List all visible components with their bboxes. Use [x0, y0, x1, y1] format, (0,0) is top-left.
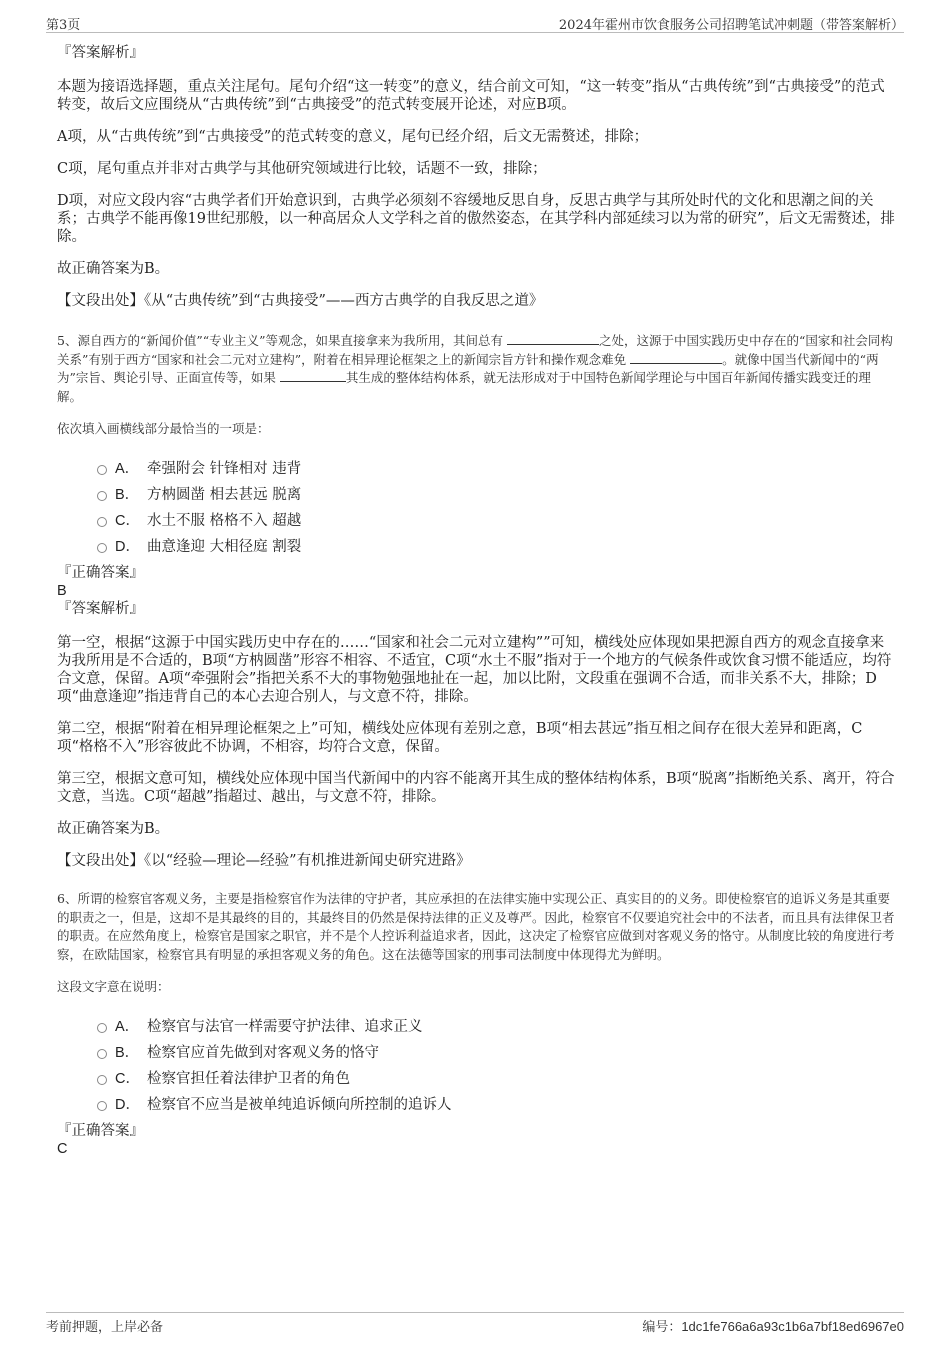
radio-icon[interactable] [97, 543, 107, 553]
document-body [57, 44, 895, 1158]
page-footer [46, 1312, 904, 1335]
document-title: 2024年霍州市饮食服务公司招聘笔试冲刺题（带答案解析） [558, 18, 904, 33]
blank-1 [507, 332, 599, 345]
option-text: 方枘圆凿 相去甚远 脱离 [147, 486, 302, 503]
option-text: 牵强附会 针锋相对 违背 [147, 460, 302, 477]
radio-icon[interactable] [97, 491, 107, 501]
correct-answer: C [57, 1141, 68, 1157]
radio-icon[interactable] [97, 1023, 107, 1033]
option-a[interactable]: A． 牵强附会 针锋相对 违背 [97, 454, 895, 480]
option-text: 检察官应首先做到对客观义务的恪守 [147, 1044, 379, 1061]
radio-icon[interactable] [97, 1075, 107, 1085]
correct-answer-label: 『正确答案』 [57, 565, 144, 581]
option-text: 曲意逢迎 大相径庭 割裂 [147, 538, 302, 555]
option-b[interactable]: B． 检察官应首先做到对客观义务的恪守 [97, 1038, 895, 1064]
analysis-label: 『答案解析』 [57, 601, 144, 617]
conclusion: 故正确答案为B。 [57, 261, 170, 277]
analysis-paragraph: 第一空，根据“这源于中国实践历史中存在的……“国家和社会二元对立建构””可知，横线处应体现如果把源自西方的观念直接拿来为我所用是不合适的，B项“方枘圆凿”形容不相容、不适宜，C项“水土不服”指对于一个地方的气候条件或饮食习惯不能适应，均符合文意，保留。A项“牵强附会”指把关系不大的事物勉强地扯在一起，加以比附，文段重在强调不合适，而非关系不大，排除；D项“曲意逢迎”指违背自己的本心去迎合别人，与文意不符，排除。 [57, 635, 892, 705]
radio-icon[interactable] [97, 1049, 107, 1059]
option-text: 检察官与法官一样需要守护法律、追求正义 [147, 1018, 423, 1035]
radio-icon[interactable] [97, 517, 107, 527]
analysis-paragraph: C项，尾句重点并非对古典学与其他研究领域进行比较，话题不一致，排除； [57, 161, 547, 177]
source-citation: 【文段出处】《从“古典传统”到“古典接受”——西方古典学的自我反思之道》 [57, 293, 544, 309]
correct-answer-label: 『正确答案』 [57, 1123, 144, 1139]
option-a[interactable]: A． 检察官与法官一样需要守护法律、追求正义 [97, 1012, 895, 1038]
analysis-paragraph: A项，从“古典传统”到“古典接受”的范式转变的意义，尾句已经介绍，后文无需赘述，排除； [57, 129, 649, 145]
question-5-options [97, 454, 895, 558]
document-code [642, 1316, 904, 1335]
conclusion: 故正确答案为B。 [57, 821, 170, 837]
radio-icon[interactable] [97, 1101, 107, 1111]
blank-3 [280, 369, 346, 382]
option-c[interactable]: C． 检察官担任着法律护卫者的角色 [97, 1064, 895, 1090]
code-label: 编号： [642, 1320, 682, 1335]
option-c[interactable]: C． 水土不服 格格不入 超越 [97, 506, 895, 532]
question-5-stem: 5、源自西方的“新闻价值”“专业主义”等观念，如果直接拿来为我所用，其间总有 之处，这源于中国实践历史中存在的“国家和社会同构关系”有别于西方“国家和社会二元对立建构”，附着在相异理论框架之上的新闻宗旨方针和操作观念难免 。就像中国当代新闻中的“两为”宗旨、舆论引导、正面宣传等，如果 其生成的整体结构体系，就无法形成对于中国特色新闻学理论与中国百年新闻传播实践变迁的理解。 [57, 333, 893, 404]
code-value: 1dc1fe766a6a93c1b6a7bf18ed6967e0 [681, 1319, 904, 1334]
option-d[interactable]: D． 检察官不应当是被单纯追诉倾向所控制的追诉人 [97, 1090, 895, 1116]
question-5-instruction: 依次填入画横线部分最恰当的一项是： [57, 421, 270, 436]
question-6-options [97, 1012, 895, 1116]
radio-icon[interactable] [97, 465, 107, 475]
correct-answer: B [57, 583, 67, 599]
page-header [46, 12, 904, 33]
analysis-label: 『答案解析』 [57, 45, 144, 61]
analysis-paragraph: D项，对应文段内容“古典学者们开始意识到，古典学必须刻不容缓地反思自身，反思古典学与其所处时代的文化和思潮之间的关系；古典学不能再像19世纪那般，以一种高居众人文学科之首的傲然姿态，在其学科内部延续习以为常的研究”，后文无需赘述，排除。 [57, 193, 895, 245]
option-b[interactable]: B． 方枘圆凿 相去甚远 脱离 [97, 480, 895, 506]
question-6-stem: 6、所谓的检察官客观义务，主要是指检察官作为法律的守护者，其应承担的在法律实施中实现公正、真实目的的义务。即使检察官的追诉义务是其重要的职责之一，但是，这却不是其最终的目的，其最终目的仍然是保持法律的正义及尊严。因此，检察官不仅要追究社会中的不法者，而且具有法律保卫者的职责。在应然角度上，检察官是国家之职官，并不是个人控诉利益追求者，因此，这决定了检察官应做到对客观义务的恪守。从制度比较的角度进行考察，在欧陆国家，检察官具有明显的承担客观义务的角色。这在法德等国家的刑事司法制度中体现得尤为鲜明。 [57, 891, 895, 962]
footer-slogan: 考前押题，上岸必备 [46, 1320, 164, 1335]
analysis-paragraph: 第三空，根据文意可知，横线处应体现中国当代新闻中的内容不能离开其生成的整体结构体系，B项“脱离”指断绝关系、离开，符合文意，当选。C项“超越”指超过、越出，与文意不符，排除。 [57, 771, 895, 805]
option-text: 检察官不应当是被单纯追诉倾向所控制的追诉人 [147, 1096, 452, 1113]
option-d[interactable]: D． 曲意逢迎 大相径庭 割裂 [97, 532, 895, 558]
option-text: 检察官担任着法律护卫者的角色 [147, 1070, 350, 1087]
source-citation: 【文段出处】《以“经验—理论—经验”有机推进新闻史研究进路》 [57, 853, 471, 869]
question-6-instruction: 这段文字意在说明： [57, 979, 170, 994]
page-number: 第3页 [46, 18, 81, 33]
analysis-paragraph: 本题为接语选择题，重点关注尾句。尾句介绍“这一转变”的意义，结合前文可知，“这一转变”指从“古典传统”到“古典接受”的范式转变，故后文应围绕从“古典传统”到“古典接受”的范式转变展开论述，对应B项。 [57, 79, 885, 113]
analysis-paragraph: 第二空，根据“附着在相异理论框架之上”可知，横线处应体现有差别之意，B项“相去甚远”指互相之间存在很大差异和距离，C项“格格不入”形容彼此不协调，不相容，均符合文意，保留。 [57, 721, 863, 755]
blank-2 [630, 351, 722, 364]
option-text: 水土不服 格格不入 超越 [147, 512, 302, 529]
